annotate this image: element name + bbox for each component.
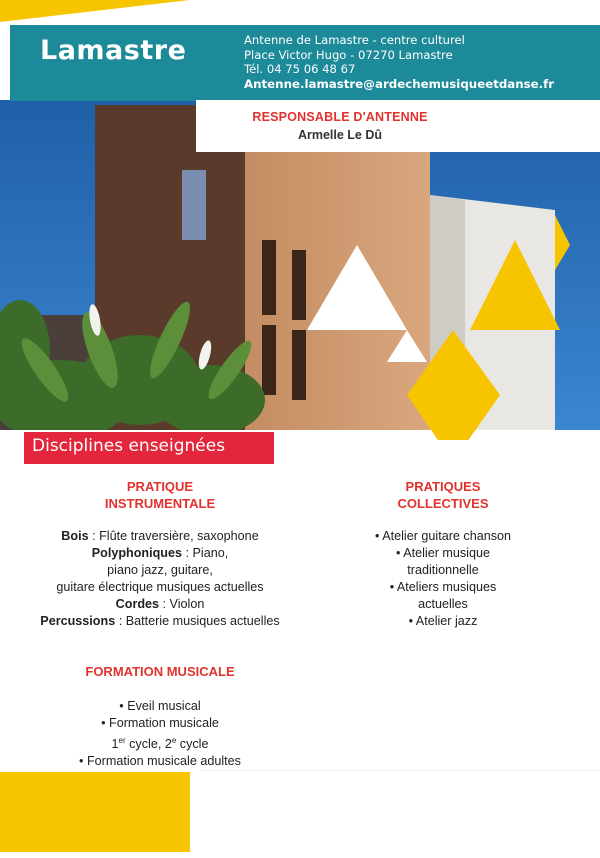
collectives-item: • Atelier guitare chanson [374,529,512,543]
collectives-list [343,528,543,630]
instrumentale-title-line2: INSTRUMENTALE [104,496,216,511]
instrumentale-title [60,478,260,512]
collectives-item: traditionnelle [407,563,479,577]
perc-text: : Batterie musiques actuelles [115,614,280,628]
formation-title: FORMATION MUSICALE [85,664,235,679]
formation-item: • Eveil musical [119,699,201,713]
collectives-item: • Ateliers musiques [389,580,497,594]
header-band [10,25,600,101]
formation-item: • Formation musicale adultes [79,754,241,769]
divider [200,770,600,771]
collectives-item: actuelles [418,597,468,611]
collectives-item: • Atelier musique [395,546,490,560]
bois-line [20,528,300,545]
address-line-1: Antenne de Lamastre - centre culturel [244,33,465,47]
cycle-1-suffix: er [118,736,126,745]
poly-line [20,545,300,562]
instrumentale-title-line1: PRATIQUE [126,479,194,494]
collectives-title-line1: PRATIQUES [405,479,481,494]
formation-cycles [20,732,300,753]
responsable-card [196,100,600,152]
disciplines-banner-label: Disciplines enseignées [32,436,226,456]
bois-label: Bois [61,529,89,543]
collectives-title-line2: COLLECTIVES [397,496,489,511]
poly-line-3: guitare électrique musiques actuelles [56,580,264,594]
cordes-line [20,596,300,613]
formation-item: • Formation musicale [101,716,219,730]
phone-line: Tél. 04 75 06 48 67 [244,62,356,77]
poly-line-2: piano jazz, guitare, [107,563,213,577]
cycle-end-text: cycle [176,737,209,752]
header-title: Lamastre [40,35,187,66]
cordes-text: : Violon [159,597,205,611]
collectives-title [343,478,543,512]
cycle-2-text: cycle, 2 [125,737,172,752]
perc-line [20,613,300,630]
bottom-yellow-block [0,772,190,852]
perc-label: Percussions [40,614,116,628]
formation-list [20,698,300,770]
address-line-2: Place Victor Hugo - 07270 Lamastre [244,47,453,62]
bois-text: : Flûte traversière, saxophone [88,529,259,543]
collectives-item: • Atelier jazz [408,614,478,628]
instrumentale-list [20,528,300,630]
poly-label: Polyphoniques [91,546,183,560]
cycle-1-number: 1 [111,737,119,752]
poly-text: : Piano, [182,546,229,560]
email-link[interactable]: Antenne.lamastre@ardechemusiqueetdanse.fr [244,76,555,91]
responsable-name: Armelle Le Dû [297,128,383,142]
cycle-2-suffix: e [171,736,177,745]
contact-info [244,33,554,91]
responsable-title: RESPONSABLE D'ANTENNE [252,110,428,124]
cordes-label: Cordes [115,597,160,611]
